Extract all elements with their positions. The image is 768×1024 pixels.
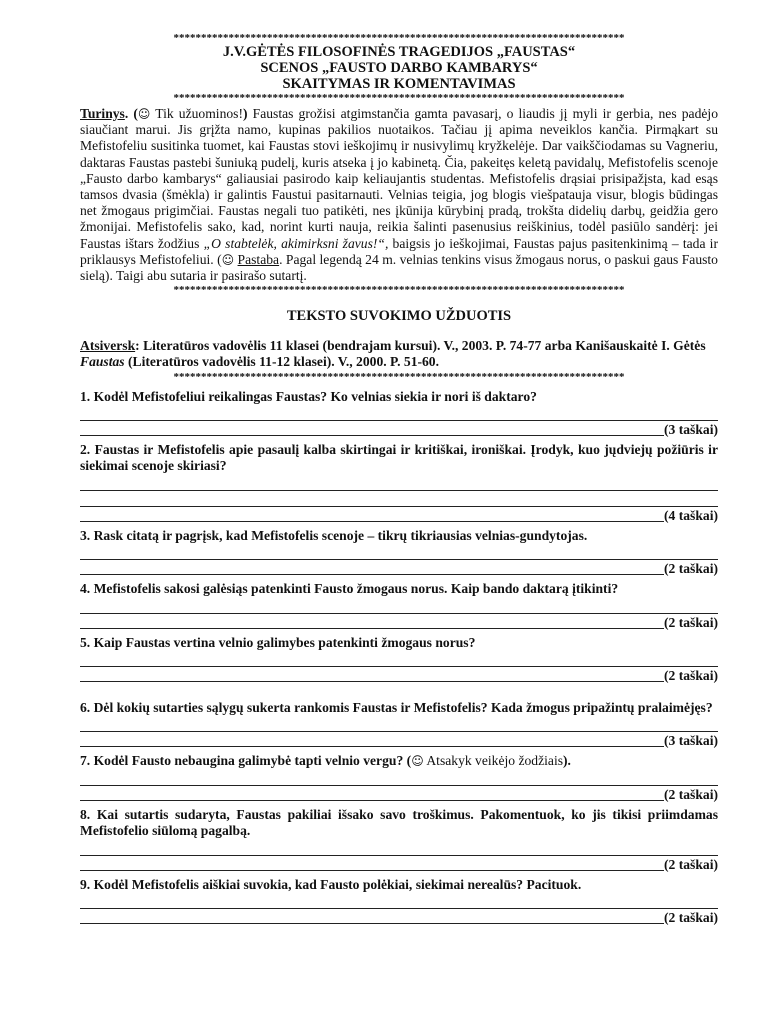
summary-paragraph [80, 106, 718, 284]
title-line-2: SCENOS „FAUSTO DARBO KAMBARYS“ [260, 60, 538, 76]
summary-label: Turinys [80, 106, 125, 121]
title-line-3: SKAITYMAS IR KOMENTAVIMAS [282, 76, 516, 92]
question-9: 9. Kodėl Mefistofelis aiškiai suvokia, kad Fausto polėkiai, siekimai nerealūs? Pacituok. [80, 876, 582, 892]
reference-book-title: Faustas [80, 354, 125, 370]
answer-line-with-points[interactable] [80, 856, 718, 873]
answer-line-with-points[interactable] [80, 421, 718, 438]
points-label: (2 taškai) [664, 786, 718, 802]
answer-line[interactable] [80, 598, 718, 614]
smiley-icon: ☺ [137, 107, 151, 121]
summary-open: . ( [124, 106, 138, 121]
summary-text-1: Faustas grožisi atgimstančia gamta pavasarį, o liaudis jį myli ir gerbia, nes padėjo siaučiant marui. Jis grįžta namo, kupinas pakilios nuotaikos. Tačiau jį apima neveiklos kančia. Pirmąkart su Mefistofeliu susitinka tuomet, kai Faustas stovi ieškojimų ir nusivylimų kryžkelėje. Dar vaikščiodamas su Vagneriu, daktaras Faustas pastebi šuniuką pudelį, kuris atseka į jo kabinetą. Čia, pakeitęs keletą pavidalų, Mefistofelis scenoje „Fausto darbo kambarys“ galiausiai pasirodo kaip keliaujantis studentas. Mefistofelis drąsiai prisipažįsta, kad esąs tamsos dvasia (šmėkla) ir galintis Faustui pasitarnauti. Velnias teigia, jog blogis viešpatauja visur, blogis būdingas net žmogaus prigimčiai. Faustas negali tuo patikėti, nes įkūnija kūrybinį pradą, trokšta didelių darbų, geidžia gero žmonijai. Mefistofelis sako, kad, norint kurti nauja, reikia šalinti pasenusius reiškinius, todėl pasiūlo sandėrį: jei Faustas ištars žodžius [80, 106, 718, 251]
question-8: 8. Kai sutartis sudaryta, Faustas pakiliai išsako savo troškimus. Pakomentuok, ko jis tikisi priimdamas Mefistofelio siūlomą pagalbą. [80, 806, 718, 839]
answer-line[interactable] [80, 491, 718, 507]
points-label: (3 taškai) [664, 733, 718, 749]
points-label: (2 taškai) [664, 910, 718, 926]
separator: ********************************************************************************** [173, 92, 625, 104]
question-1: 1. Kodėl Mefistofeliui reikalingas Faustas? Ko velnias siekia ir nori iš daktaro? [80, 388, 537, 404]
points-label: (2 taškai) [664, 561, 718, 577]
points-label: (2 taškai) [664, 614, 718, 630]
answer-line[interactable] [80, 716, 718, 732]
reference-text-2: (Literatūros vadovėlis 11-12 klasei). V., 2000. P. 51-60. [124, 354, 440, 370]
answer-line-with-points[interactable] [80, 667, 718, 684]
points-label: (2 taškai) [664, 668, 718, 684]
title-line-1: J.V.GĖTĖS FILOSOFINĖS TRAGEDIJOS „FAUSTAS“ [222, 44, 576, 60]
answer-line-with-points[interactable] [80, 560, 718, 577]
points-label: (4 taškai) [664, 507, 718, 523]
question-6: 6. Dėl kokių sutarties sąlygų sukerta rankomis Faustas ir Mefistofelis? Kada žmogus pripažintų pralaimėjęs? [80, 700, 713, 716]
question-4: 4. Mefistofelis sakosi galėsiąs patenkinti Fausto žmogaus norus. Kaip bando daktarą įtikinti? [80, 581, 619, 597]
reference-paragraph [80, 338, 718, 370]
answer-line[interactable] [80, 544, 718, 560]
section-title: TEKSTO SUVOKIMO UŽDUOTIS [286, 308, 512, 325]
question-7-tail: ). [563, 753, 571, 769]
answer-line[interactable] [80, 770, 718, 786]
smiley-icon: ☺ [411, 754, 424, 769]
answer-line[interactable] [80, 475, 718, 491]
note-label: Pastaba [237, 251, 280, 267]
summary-close: ) [242, 106, 248, 121]
separator: ********************************************************************************** [173, 32, 625, 44]
question-3: 3. Rask citatą ir pagrįsk, kad Mefistofelis scenoje – tikrų tikriausias velnias-gundytojas. [80, 527, 588, 543]
points-label: (3 taškai) [664, 422, 718, 438]
answer-line[interactable] [80, 893, 718, 909]
answer-line-with-points[interactable] [80, 786, 718, 803]
answer-line-with-points[interactable] [80, 507, 718, 524]
smiley-icon: ☺ [221, 252, 235, 267]
reference-text-1: : Literatūros vadovėlis 11 klasei (bendrajam kursui). V., 2003. P. 74-77 arba Kanišauskaitė I. Gėtės [135, 338, 706, 354]
question-2: 2. Faustas ir Mefistofelis apie pasaulį kalba skirtingai ir kritiškai, ironiškai. Įrodyk, kuo jųdviejų požiūris ir siekimai scenoje skiriasi? [80, 442, 718, 474]
worksheet-page [80, 32, 718, 926]
summary-quote: „O stabtelėk, akimirksni žavus!“, [203, 235, 389, 251]
answer-line-with-points[interactable] [80, 909, 718, 926]
question-5: 5. Kaip Faustas vertina velnio galimybes patenkinti žmogaus norus? [80, 634, 476, 650]
answer-line[interactable] [80, 651, 718, 667]
reference-label: Atsiversk [80, 338, 136, 354]
answer-line-with-points[interactable] [80, 732, 718, 749]
separator: ********************************************************************************** [173, 284, 625, 297]
separator: ********************************************************************************** [173, 370, 625, 383]
question-7-note: Atsakyk veikėjo žodžiais [423, 753, 564, 769]
summary-text-3: . Pagal legendą 24 m. velnias tenkins visus žmogaus norus, o paskui gaus Fausto sielą). Taigi abu sutaria ir pasirašo sutartį. [80, 251, 718, 284]
points-label: (2 taškai) [664, 856, 718, 872]
answer-line-with-points[interactable] [80, 614, 718, 631]
summary-hint: Tik užuominos! [150, 106, 243, 121]
answer-line[interactable] [80, 405, 718, 421]
question-7 [80, 753, 718, 769]
answer-line[interactable] [80, 840, 718, 856]
summary-text-2: baigsis jo ieškojimai, Faustas pajus pasitenkinimą – tada ir priklausys Mefistofeliui. ( [80, 235, 718, 267]
question-7-text: 7. Kodėl Fausto nebaugina galimybė tapti velnio vergu? ( [80, 753, 412, 769]
